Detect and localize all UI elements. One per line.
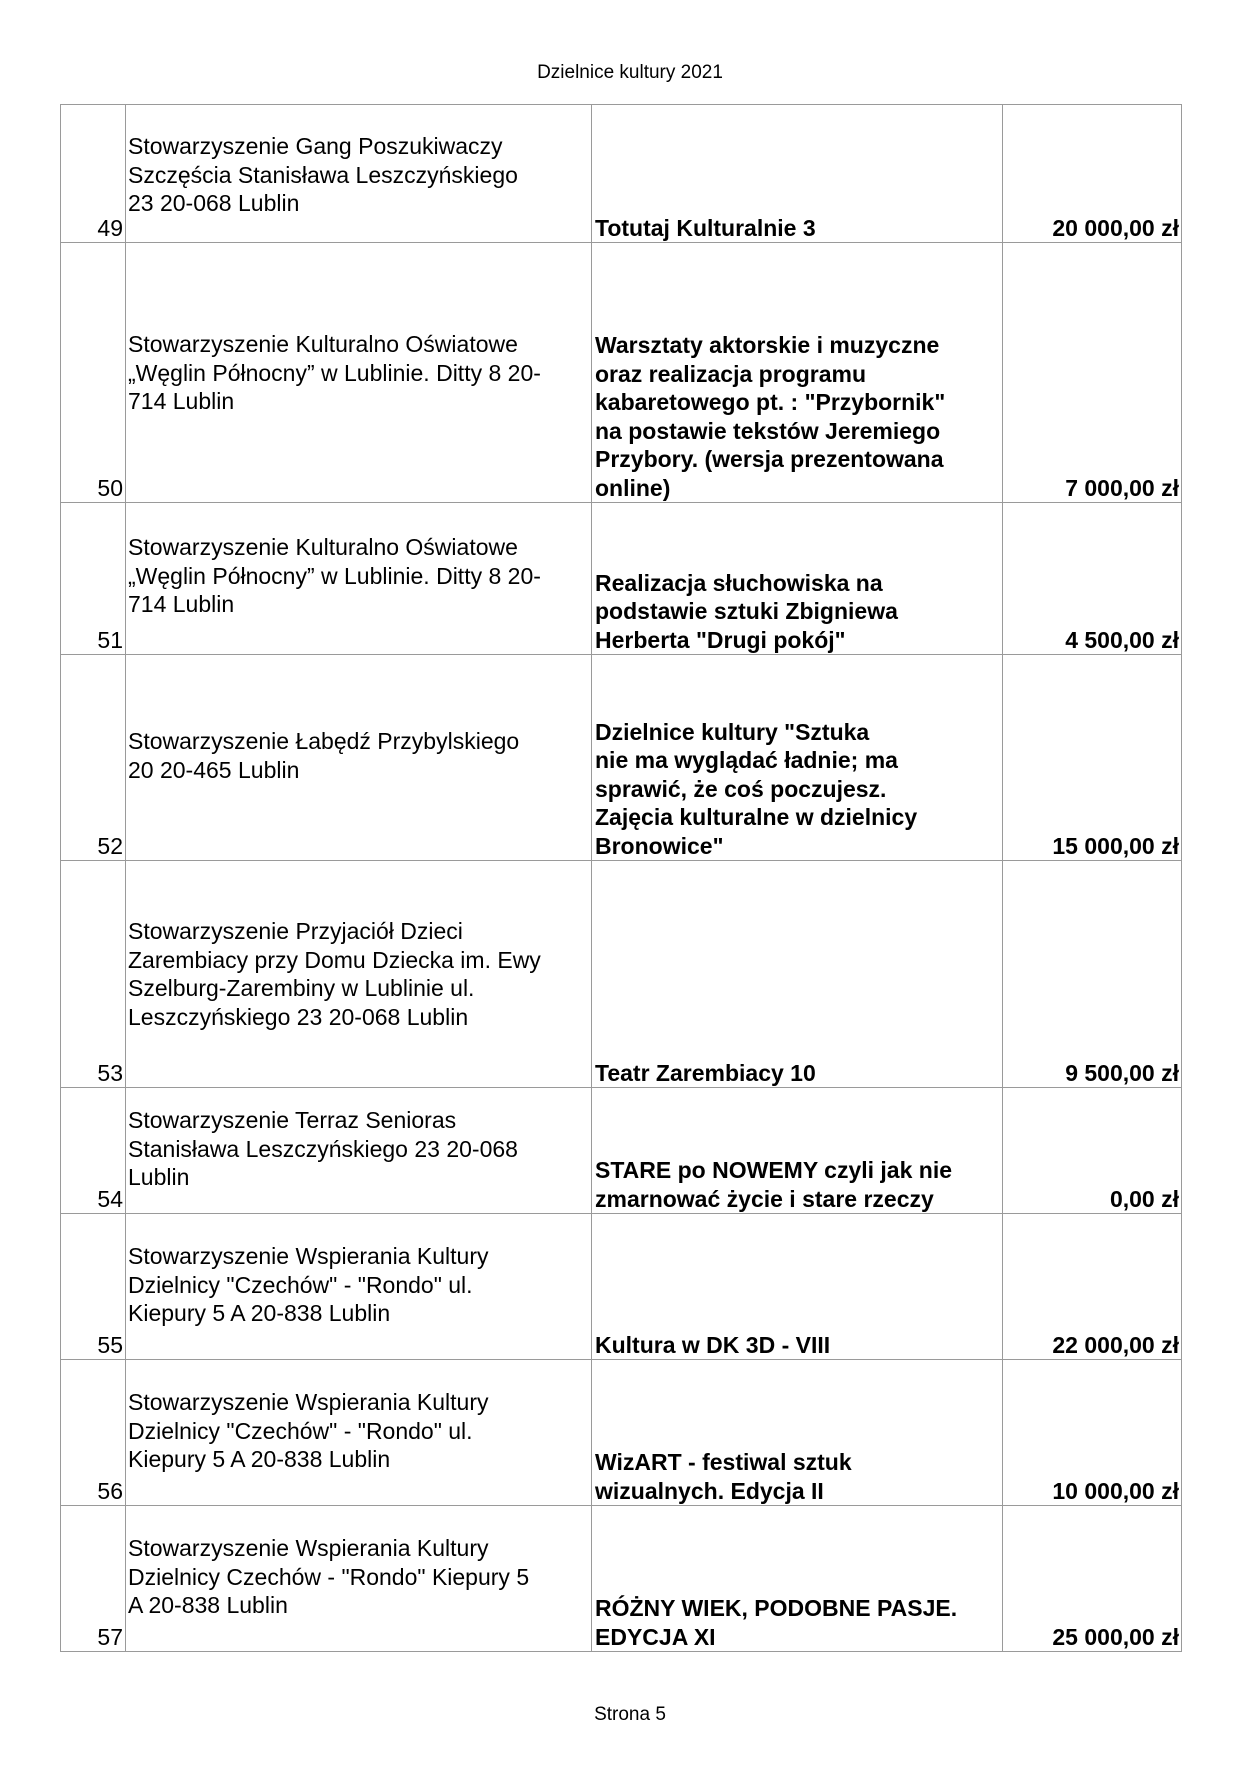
organization-name: Stowarzyszenie Wspierania Kultury Dzielnicy Czechów - "Rondo" Kiepury 5 A 20-838 Lublin bbox=[128, 1535, 530, 1618]
organization-name: Stowarzyszenie Łabędź Przybylskiego 20 20-465 Lublin bbox=[128, 728, 520, 783]
grant-amount: 25 000,00 zł bbox=[1003, 1506, 1182, 1652]
table-row bbox=[61, 243, 1182, 503]
organization-cell bbox=[126, 243, 592, 503]
organization-name: Stowarzyszenie Kulturalno Oświatowe „Węglin Północny” w Lublinie. Ditty 8 20- 714 Lublin bbox=[128, 331, 541, 414]
grants-table bbox=[60, 104, 1182, 1652]
project-title bbox=[592, 105, 1003, 243]
row-number: 53 bbox=[61, 861, 126, 1088]
project-title-text: RÓŻNY WIEK, PODOBNE PASJE. EDYCJA XI bbox=[595, 1595, 958, 1650]
table-row bbox=[61, 1506, 1182, 1652]
grant-amount: 10 000,00 zł bbox=[1003, 1360, 1182, 1506]
table-row bbox=[61, 1360, 1182, 1506]
row-number: 49 bbox=[61, 105, 126, 243]
organization-name: Stowarzyszenie Gang Poszukiwaczy Szczęścia Stanisława Leszczyńskiego 23 20-068 Lublin bbox=[128, 133, 518, 216]
row-number: 51 bbox=[61, 503, 126, 655]
project-title-text: Realizacja słuchowiska na podstawie sztuki Zbigniewa Herberta "Drugi pokój" bbox=[595, 569, 898, 653]
row-number: 55 bbox=[61, 1214, 126, 1360]
project-title-text: Totutaj Kulturalnie 3 bbox=[595, 214, 816, 241]
grant-amount: 0,00 zł bbox=[1003, 1088, 1182, 1214]
grant-amount: 22 000,00 zł bbox=[1003, 1214, 1182, 1360]
project-title bbox=[592, 243, 1003, 503]
row-number: 50 bbox=[61, 243, 126, 503]
grant-amount: 7 000,00 zł bbox=[1003, 243, 1182, 503]
grant-amount: 4 500,00 zł bbox=[1003, 503, 1182, 655]
row-number: 54 bbox=[61, 1088, 126, 1214]
organization-cell bbox=[126, 1506, 592, 1652]
grant-amount: 9 500,00 zł bbox=[1003, 861, 1182, 1088]
project-title bbox=[592, 503, 1003, 655]
project-title-text: Warsztaty aktorskie i muzyczne oraz realizacja programu kabaretowego pt. : "Przybornik" na postawie tekstów Jeremiego Przybory. (wersja prezentowana online) bbox=[595, 332, 946, 501]
table-row bbox=[61, 861, 1182, 1088]
organization-cell bbox=[126, 1214, 592, 1360]
organization-cell bbox=[126, 655, 592, 861]
organization-name: Stowarzyszenie Terraz Senioras Stanisława Leszczyńskiego 23 20-068 Lublin bbox=[128, 1107, 518, 1190]
organization-name: Stowarzyszenie Wspierania Kultury Dzielnicy "Czechów" - "Rondo" ul. Kiepury 5 A 20-838 Lublin bbox=[128, 1243, 489, 1326]
project-title bbox=[592, 1506, 1003, 1652]
project-title-text: Dzielnice kultury "Sztuka nie ma wyglądać ładnie; ma sprawić, że coś poczujesz. Zajęcia kulturalne w dzielnicy Bronowice" bbox=[595, 718, 918, 859]
page-number: Strona 5 bbox=[594, 1704, 666, 1725]
project-title bbox=[592, 861, 1003, 1088]
grant-amount: 15 000,00 zł bbox=[1003, 655, 1182, 861]
project-title-text: Kultura w DK 3D - VIII bbox=[595, 1331, 831, 1358]
table-row bbox=[61, 105, 1182, 243]
project-title-text: STARE po NOWEMY czyli jak nie zmarnować życie i stare rzeczy bbox=[595, 1157, 952, 1212]
organization-cell bbox=[126, 1360, 592, 1506]
table-row bbox=[61, 1088, 1182, 1214]
project-title-text: Teatr Zarembiacy 10 bbox=[595, 1059, 816, 1086]
project-title bbox=[592, 1360, 1003, 1506]
organization-cell bbox=[126, 503, 592, 655]
organization-cell bbox=[126, 1088, 592, 1214]
row-number: 57 bbox=[61, 1506, 126, 1652]
project-title-text: WizART - festiwal sztuk wizualnych. Edycja II bbox=[595, 1449, 852, 1504]
organization-cell bbox=[126, 861, 592, 1088]
organization-name: Stowarzyszenie Kulturalno Oświatowe „Węglin Północny” w Lublinie. Ditty 8 20- 714 Lublin bbox=[128, 534, 541, 617]
grant-amount: 20 000,00 zł bbox=[1003, 105, 1182, 243]
page-header: Dzielnice kultury 2021 bbox=[537, 62, 723, 83]
row-number: 56 bbox=[61, 1360, 126, 1506]
table-row bbox=[61, 655, 1182, 861]
organization-name: Stowarzyszenie Wspierania Kultury Dzielnicy "Czechów" - "Rondo" ul. Kiepury 5 A 20-838 Lublin bbox=[128, 1389, 489, 1472]
table-row bbox=[61, 503, 1182, 655]
project-title bbox=[592, 1088, 1003, 1214]
organization-cell bbox=[126, 105, 592, 243]
project-title bbox=[592, 1214, 1003, 1360]
table-row bbox=[61, 1214, 1182, 1360]
organization-name: Stowarzyszenie Przyjaciół Dzieci Zarembiacy przy Domu Dziecka im. Ewy Szelburg-Zarembiny w Lublinie ul. Leszczyńskiego 23 20-068 Lublin bbox=[128, 918, 541, 1030]
row-number: 52 bbox=[61, 655, 126, 861]
project-title bbox=[592, 655, 1003, 861]
